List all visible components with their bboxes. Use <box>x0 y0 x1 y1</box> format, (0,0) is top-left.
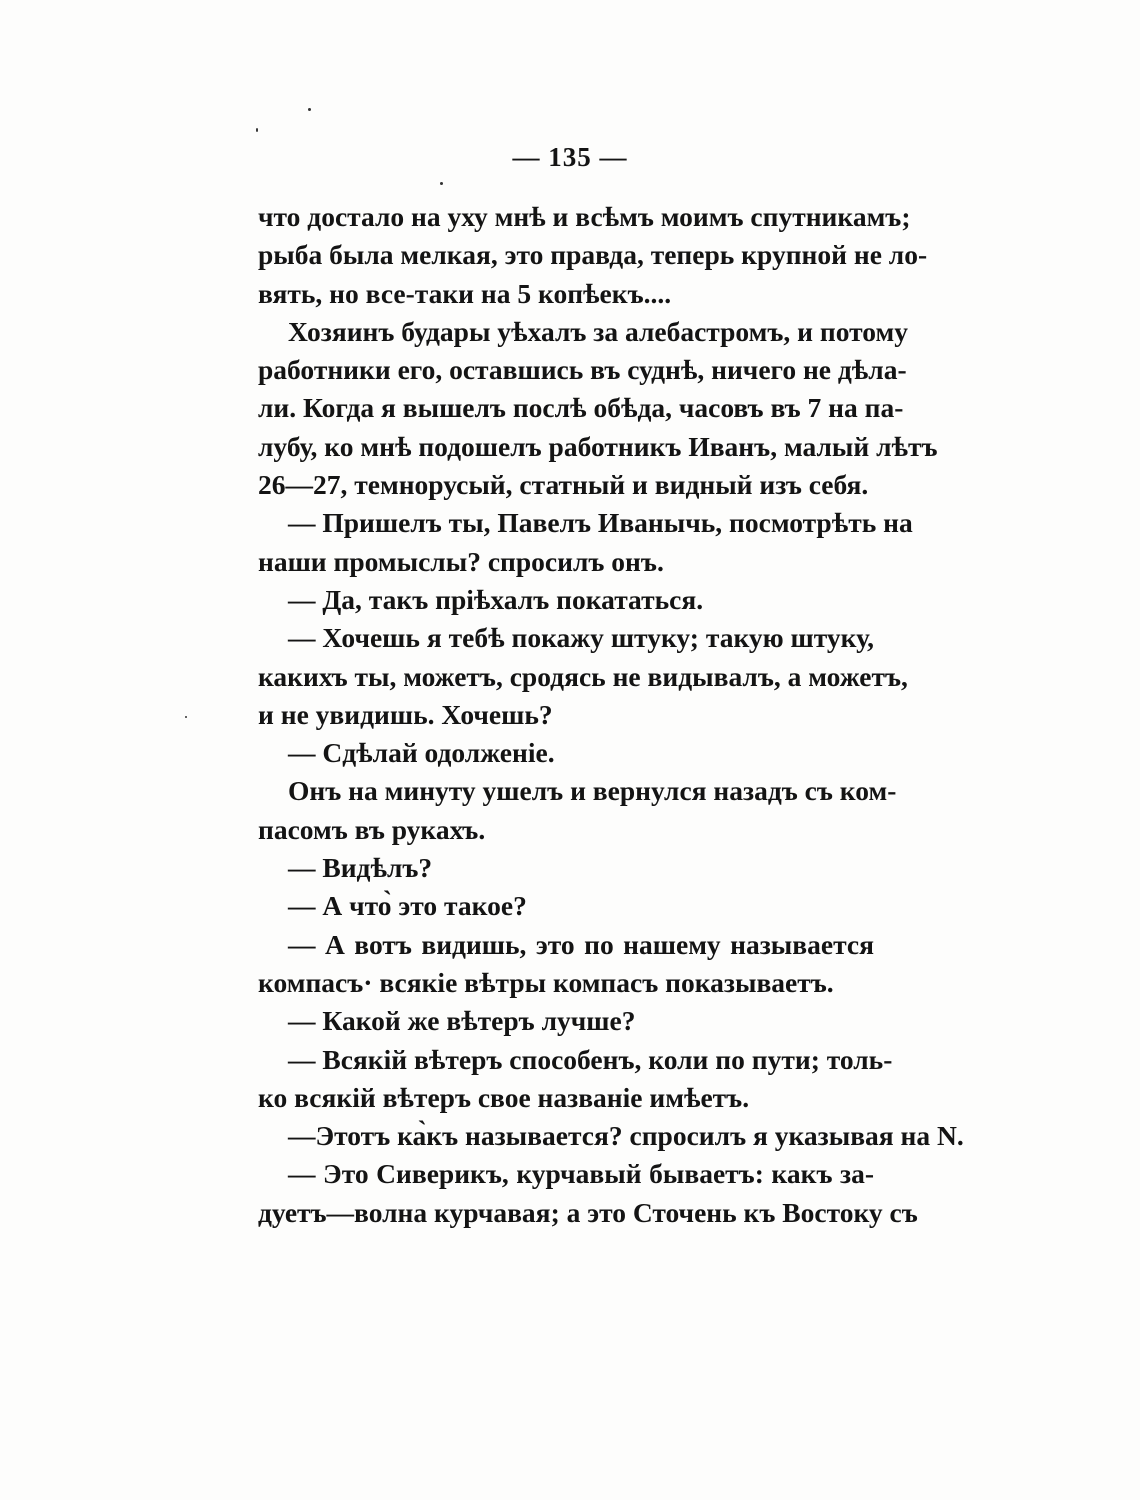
dialogue-line: — Пришелъ ты, Павелъ Иванычь, посмотрѣть на <box>288 507 913 539</box>
text-line: ли. Когда я вышелъ послѣ обѣда, часовъ въ 7 на па- <box>258 392 904 424</box>
dialogue-line: — А вотъ видишь, это по нашему называется <box>288 928 874 960</box>
dialogue-line: — Сдѣлай одолженіе. <box>288 737 555 769</box>
dialogue-line: — Это Сиверикъ, курчавый бываетъ: какъ за- <box>288 1158 874 1190</box>
text-line: пасомъ въ рукахъ. <box>258 813 486 845</box>
scan-speck <box>185 716 187 718</box>
text-line: и не увидишь. Хочешь? <box>258 698 553 730</box>
scan-speck <box>440 182 443 185</box>
dialogue-line: —Этотъ ка̀къ называется? спросилъ я указывая на N. <box>288 1120 964 1152</box>
paragraph-start: Онъ на минуту ушелъ и вернулся назадъ съ ком- <box>288 775 897 807</box>
dialogue-line: — Какой же вѣтеръ лучше? <box>288 1005 636 1037</box>
text-line: работники его, оставшись въ суднѣ, ничего не дѣла- <box>258 354 907 386</box>
text-line: рыба была мелкая, это правда, теперь крупной не ло- <box>258 239 928 271</box>
text-line: дуетъ—волна курчавая; а это Сточень къ Востоку съ <box>258 1196 918 1228</box>
dialogue-line: — Всякій вѣтеръ способенъ, коли по пути; толь- <box>288 1043 893 1075</box>
dialogue-line: — Видѣлъ? <box>288 852 433 884</box>
text-line: вять, но все-таки на 5 копѣекъ.... <box>258 277 672 309</box>
text-line: какихъ ты, можетъ, сродясь не видывалъ, а можетъ, <box>258 660 908 692</box>
text-line: что достало на уху мнѣ и всѣмъ моимъ спутникамъ; <box>258 201 911 232</box>
text-line: ко всякій вѣтеръ свое названіе имѣетъ. <box>258 1081 750 1113</box>
text-line: 26—27, темнорусый, статный и видный изъ себя. <box>258 469 869 501</box>
paragraph-start: Хозяинъ будары уѣхалъ за алебастромъ, и потому <box>288 315 908 347</box>
dialogue-line: — Хочешь я тебѣ покажу штуку; такую штуку, <box>288 622 874 654</box>
dialogue-line: — Да, такъ пріѣхалъ покататься. <box>288 583 704 615</box>
scan-speck <box>308 108 311 111</box>
text-line: лубу, ко мнѣ подошелъ работникъ Иванъ, малый лѣтъ <box>258 430 938 462</box>
dialogue-line: — А что̀ это такое? <box>288 890 527 922</box>
page-number: — 135 — <box>512 142 628 172</box>
text-line: компасъ· всякіе вѣтры компасъ показываетъ. <box>258 966 834 998</box>
scan-speck <box>256 128 258 132</box>
text-line: наши промыслы? спросилъ онъ. <box>258 545 664 577</box>
body-text <box>258 198 964 1232</box>
